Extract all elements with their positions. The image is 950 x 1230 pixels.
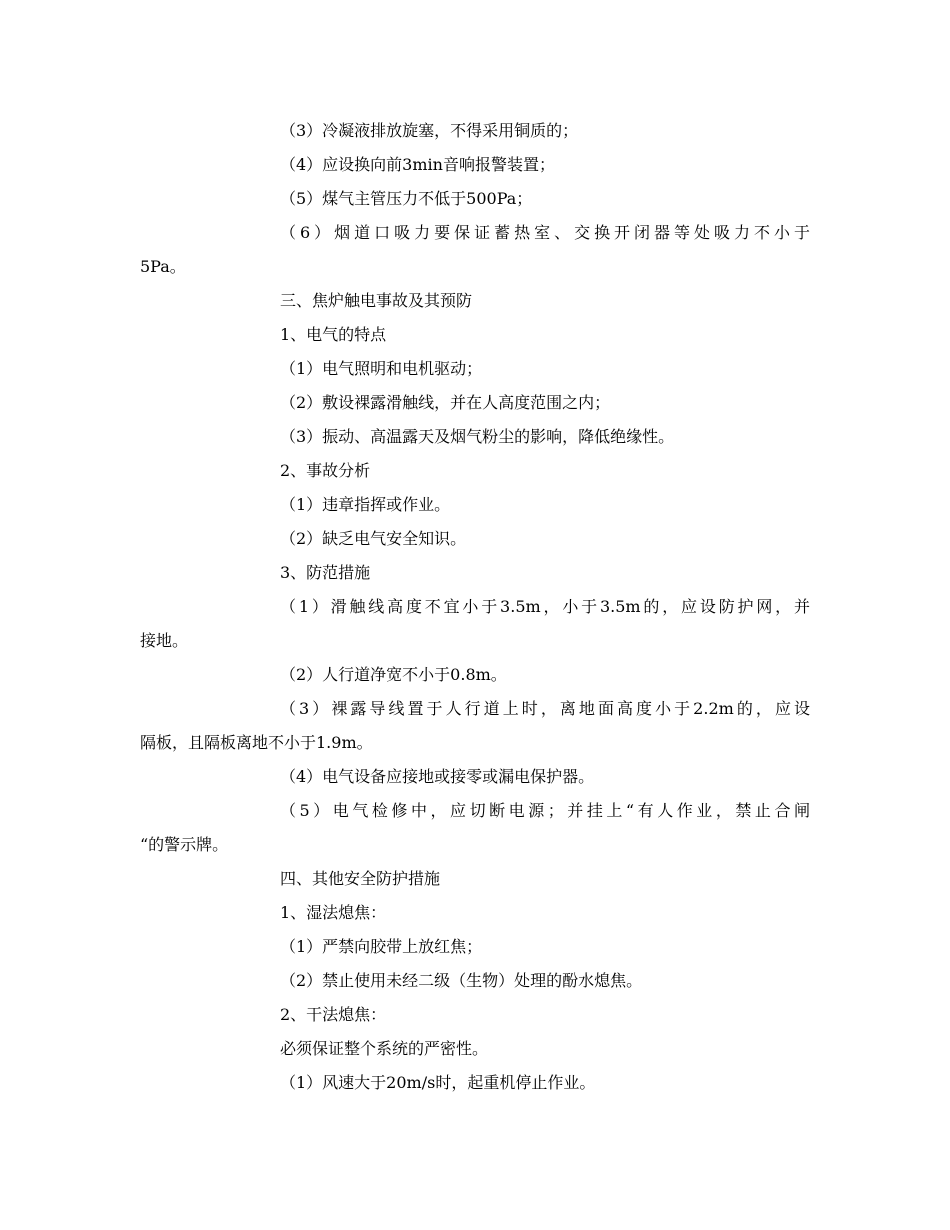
paragraph-line: （1）电气照明和电机驱动； xyxy=(280,359,483,378)
paragraph-line: （3）冷凝液排放旋塞，不得采用铜质的； xyxy=(280,121,579,140)
section-heading: 四、其他安全防护措施 xyxy=(280,869,441,888)
paragraph-line: （1）风速大于20m/s时，起重机停止作业。 xyxy=(280,1073,596,1092)
section-heading: 三、焦炉触电事故及其预防 xyxy=(280,291,473,310)
paragraph-line: （5）电气检修中，应切断电源；并挂上“有人作业，禁止合闸 xyxy=(280,801,810,820)
paragraph-line: 接地。 xyxy=(140,631,189,650)
paragraph-line: （6）烟道口吸力要保证蓄热室、交换开闭器等处吸力不小于 xyxy=(280,223,810,242)
paragraph-line: （5）煤气主管压力不低于500Pa； xyxy=(280,189,533,208)
paragraph-line: （3）振动、高温露天及烟气粉尘的影响，降低绝缘性。 xyxy=(280,427,675,446)
subsection-heading: 2、事故分析 xyxy=(280,461,371,480)
paragraph-line: （2）敷设裸露滑触线，并在人高度范围之内； xyxy=(280,393,611,412)
paragraph-line: 隔板，且隔板离地不小于1.9m。 xyxy=(140,733,373,752)
subsection-heading: 2、干法熄焦： xyxy=(280,1005,387,1024)
paragraph-line: （1）严禁向胶带上放红焦； xyxy=(280,937,483,956)
paragraph-line: （4）电气设备应接地或接零或漏电保护器。 xyxy=(280,767,595,786)
paragraph-line: （2）禁止使用未经二级（生物）处理的酚水熄焦。 xyxy=(280,971,643,990)
paragraph-line: “的警示牌。 xyxy=(140,835,229,854)
subsection-heading: 1、湿法熄焦： xyxy=(280,903,387,922)
subsection-heading: 3、防范措施 xyxy=(280,563,371,582)
paragraph-line: （1）违章指挥或作业。 xyxy=(280,495,451,514)
paragraph-line: （2）人行道净宽不小于0.8m。 xyxy=(280,665,507,684)
paragraph-line: （4）应设换向前3min音响报警装置； xyxy=(280,155,555,174)
subsection-heading: 1、电气的特点 xyxy=(280,325,387,344)
paragraph-line: 5Pa。 xyxy=(140,257,186,276)
paragraph-line: （2）缺乏电气安全知识。 xyxy=(280,529,467,548)
paragraph-line: （3）裸露导线置于人行道上时，离地面高度小于2.2m的，应设 xyxy=(280,699,810,718)
paragraph-line: 必须保证整个系统的严密性。 xyxy=(280,1039,489,1058)
paragraph-line: （1）滑触线高度不宜小于3.5m，小于3.5m的，应设防护网，并 xyxy=(280,597,810,616)
